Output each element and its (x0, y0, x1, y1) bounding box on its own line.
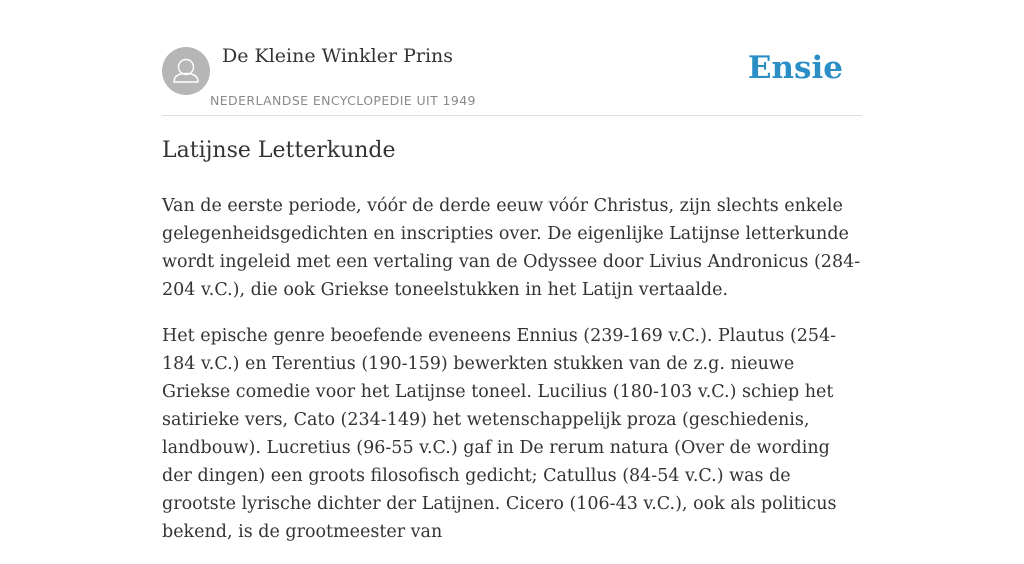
article-body (162, 192, 864, 564)
author-name[interactable]: De Kleine Winkler Prins (222, 45, 454, 67)
page-container (162, 0, 862, 542)
page-header (162, 0, 862, 116)
avatar[interactable] (162, 47, 210, 95)
article-title: Latijnse Letterkunde (162, 138, 396, 163)
article-paragraph: Van de eerste periode, vóór de derde eeuw vóór Christus, zijn slechts enkele gelegenheidsgedichten en inscripties over. De eigenlijke Latijnse letterkunde wordt ingeleid met een vertaling van de Odyssee door Livius Andronicus (284-204 v.C.), die ook Griekse toneelstukken in het Latijn vertaalde. (162, 196, 861, 300)
user-icon (162, 47, 210, 95)
article-paragraph: Het epische genre beoefende eveneens Ennius (239-169 v.C.). Plautus (254-184 v.C.) en Terentius (190-159) bewerkten stukken van de z.g. nieuwe Griekse comedie voor het Latijnse toneel. Lucilius (180-103 v.C.) schiep het satirieke vers, Cato (234-149) het wetenschappelijk proza (geschiedenis, landbouw). Lucretius (96-55 v.C.) gaf in De rerum natura (Over de wording der dingen) een groots filosofisch gedicht; Catullus (84-54 v.C.) was de grootste lyrische dichter der Latijnen. Cicero (106-43 v.C.), ook als politicus bekend, is de grootmeester van (162, 326, 837, 542)
site-logo[interactable]: Ensie (747, 50, 843, 86)
source-subtitle: NEDERLANDSE ENCYCLOPEDIE UIT 1949 (210, 93, 476, 108)
